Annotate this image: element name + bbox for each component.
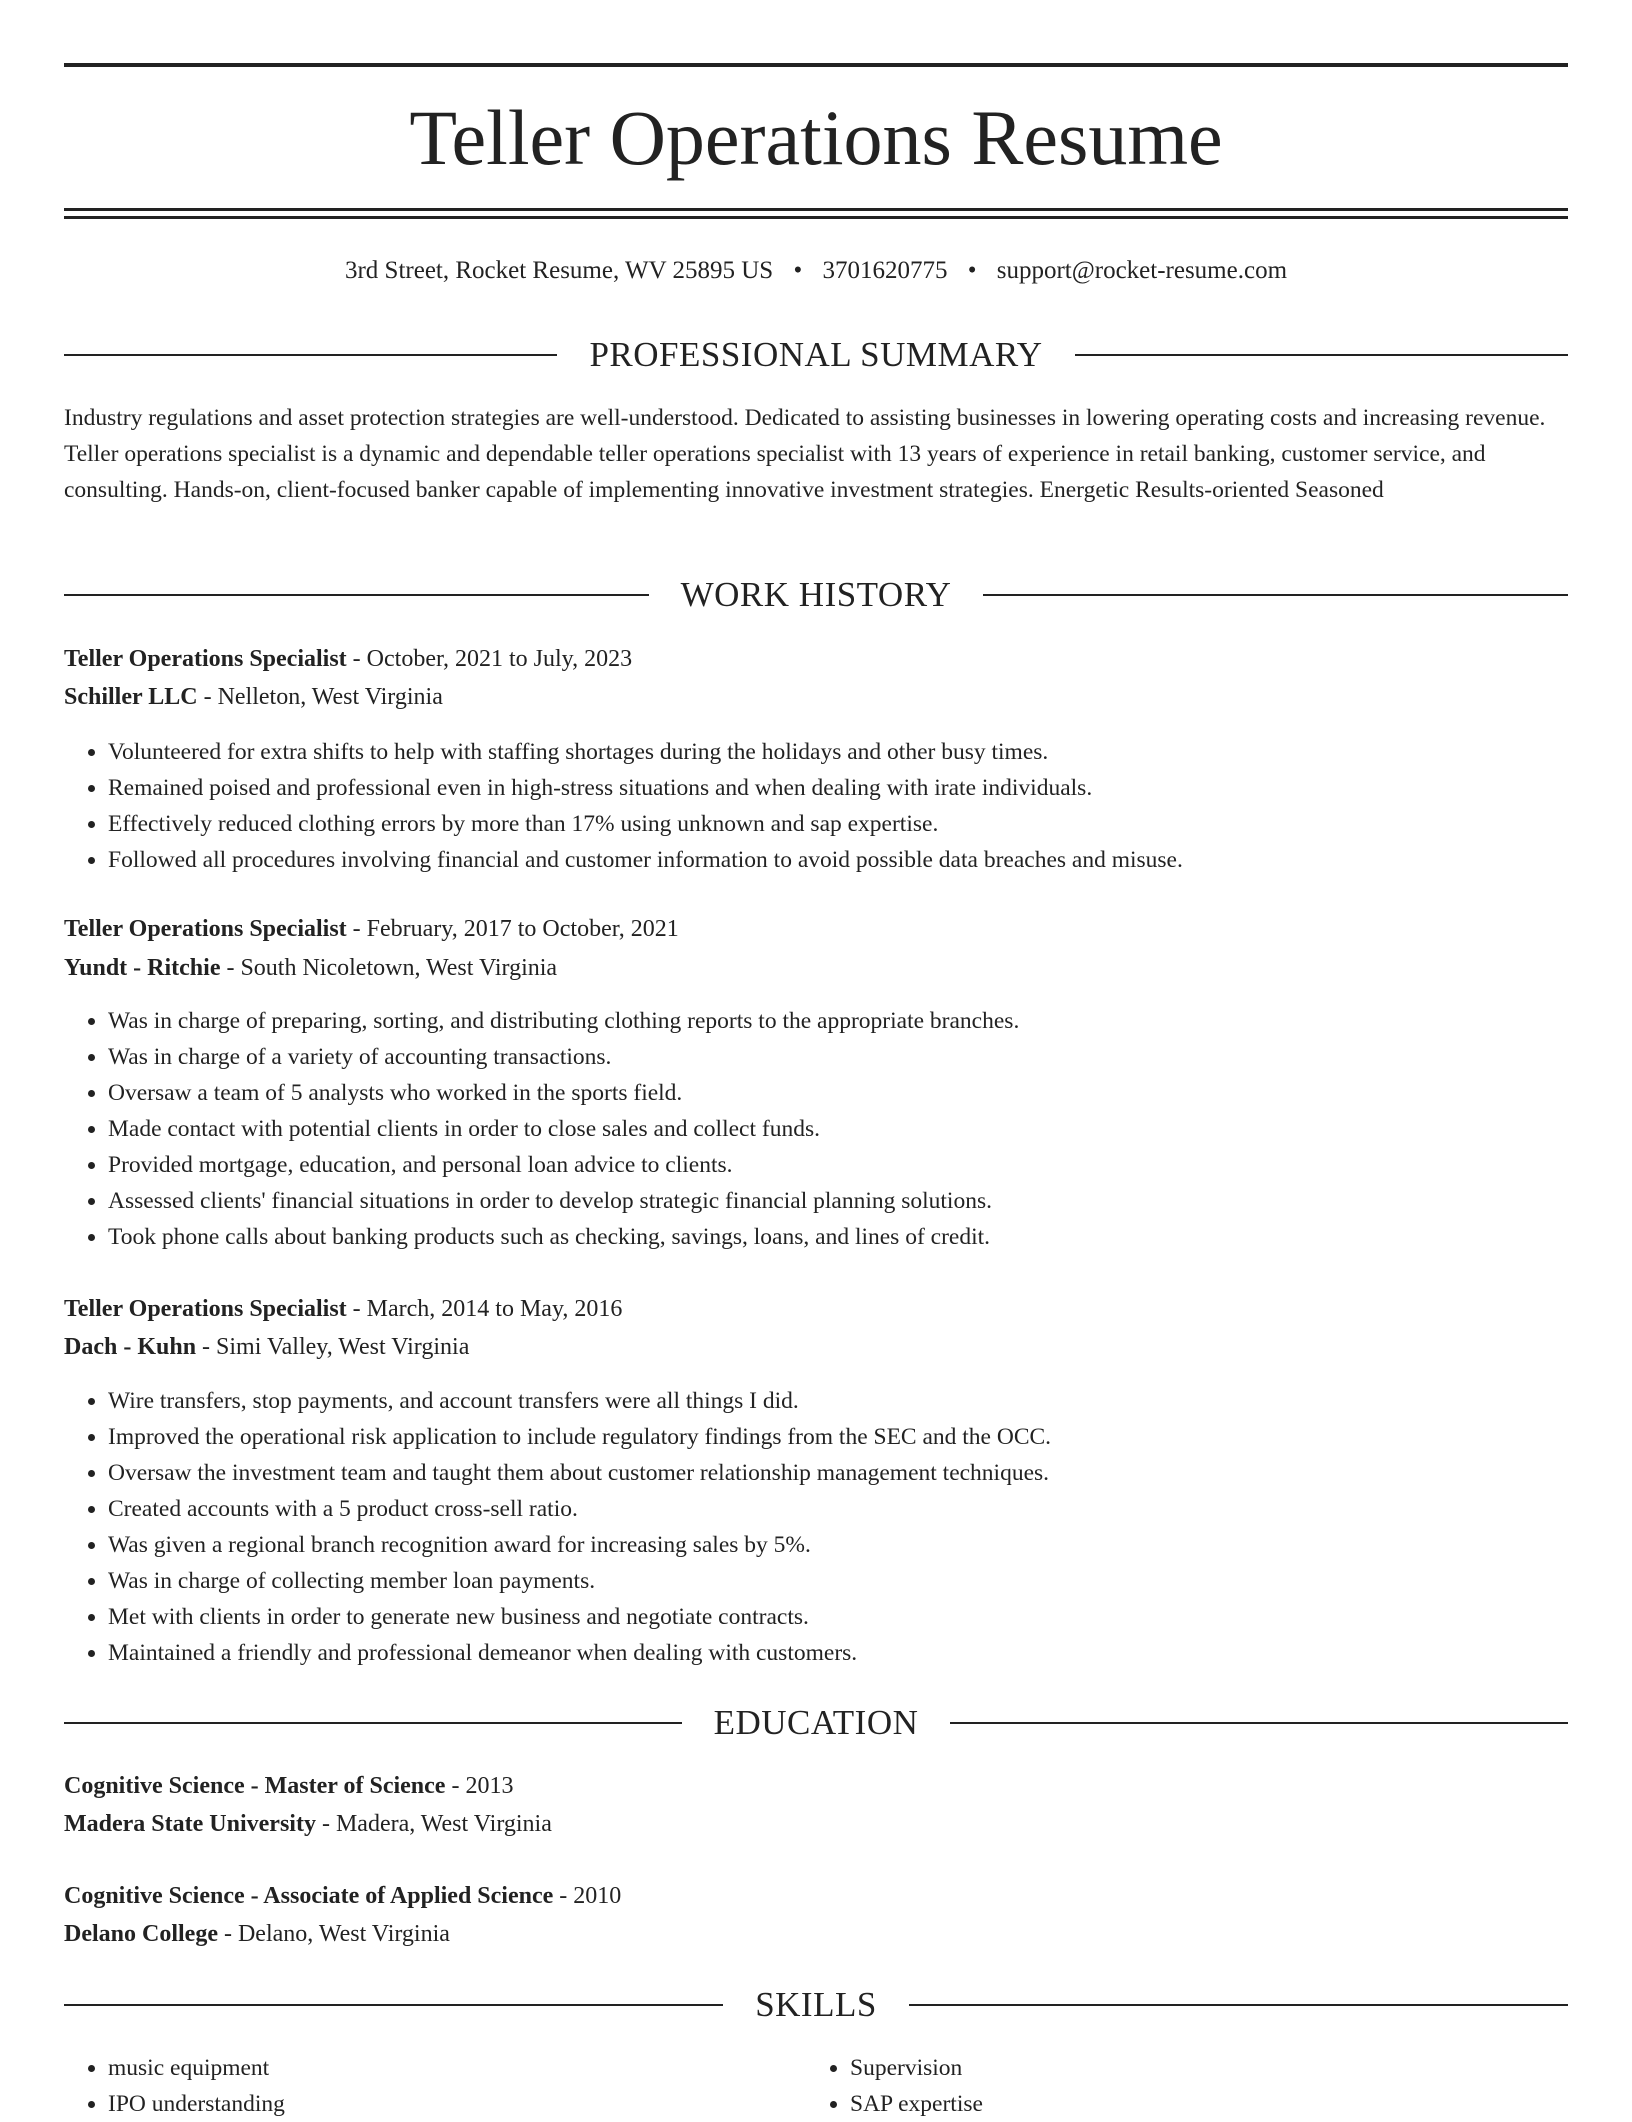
section-rule [1075,354,1568,356]
section-rule [950,1722,1568,1724]
skills-list-right [806,2050,1550,2122]
job-dates: - February, 2017 to October, 2021 [346,916,679,942]
list-item: • Effectively reduced clothing errors by more than 17% using unknown and sap expertise. [108,806,1568,842]
job-company-line [64,679,1568,715]
section-rule [983,594,1568,596]
job-company: Dach - Kuhn [64,1334,197,1360]
section-header-skills [64,1985,1568,2025]
header-top-rule [64,63,1568,67]
skills-list-left [64,2050,808,2122]
job-bullets [64,1383,1568,1671]
list-item: • Was in charge of a variety of accounting transactions. [108,1039,1568,1075]
section-title: EDUCATION [713,1703,919,1742]
skill-item: • SAP expertise [850,2086,1550,2122]
list-item: • Made contact with potential clients in order to close sales and collect funds. [108,1111,1568,1147]
section-rule [64,594,649,596]
contact-phone: 3701620775 [822,257,948,284]
education-school-line [64,1806,1568,1842]
header-bottom-rule-2 [64,216,1568,219]
resume-title: Teller Operations Resume [409,94,1223,181]
list-item: • Created accounts with a 5 product cross-sell ratio. [108,1491,1568,1527]
section-header-education [64,1703,1568,1743]
list-item: • Oversaw a team of 5 analysts who worked in the sports field. [108,1075,1568,1111]
section-header-summary [64,335,1568,375]
education-school: Delano College [64,1921,218,1947]
education-degree: Cognitive Science - Master of Science [64,1773,446,1799]
education-location: - Madera, West Virginia [315,1811,552,1837]
contact-separator: • [793,257,803,284]
contact-address: 3rd Street, Rocket Resume, WV 25895 US [344,257,774,284]
list-item: • Maintained a friendly and professional demeanor when dealing with customers. [108,1635,1568,1671]
contact-separator: • [967,257,977,284]
list-item: • Was given a regional branch recognition award for increasing sales by 5%. [108,1527,1568,1563]
list-item: • Wire transfers, stop payments, and account transfers were all things I did. [108,1383,1568,1419]
list-item: • Was in charge of collecting member loan payments. [108,1563,1568,1599]
list-item: • Volunteered for extra shifts to help with staffing shortages during the holidays and other busy times. [108,734,1568,770]
summary-text: Industry regulations and asset protection strategies are well-understood. Dedicated to assisting businesses in lowering operating costs and increasing revenue. Teller operations specialist is a dynamic and dependable teller operations specialist with 13 years of experience in retail banking, customer service, and consulting. Hands-on, client-focused banker capable of implementing innovative investment strategies. Energetic Results-oriented Seasoned [64,405,1546,503]
job-title-line [64,911,1568,947]
education-year: - 2010 [553,1883,622,1909]
list-item: • Assessed clients' financial situations in order to develop strategic financial planning solutions. [108,1183,1568,1219]
job-title-line [64,1291,1568,1327]
job-dates: - March, 2014 to May, 2016 [346,1296,623,1322]
skill-item: • music equipment [108,2050,808,2086]
job-title: Teller Operations Specialist [64,646,347,672]
list-item: • Took phone calls about banking products such as checking, savings, loans, and lines of credit. [108,1219,1568,1255]
job-title: Teller Operations Specialist [64,916,347,942]
list-item: • Provided mortgage, education, and personal loan advice to clients. [108,1147,1568,1183]
job-title-line [64,641,1568,677]
skill-item: • Supervision [850,2050,1550,2086]
header-bottom-rule [64,208,1568,211]
education-degree: Cognitive Science - Associate of Applied Science [64,1883,554,1909]
job-title: Teller Operations Specialist [64,1296,347,1322]
education-school: Madera State University [64,1811,316,1837]
list-item: • Remained poised and professional even in high-stress situations and when dealing with irate individuals. [108,770,1568,806]
job-company: Yundt - Ritchie [64,955,221,981]
job-company-line [64,950,1568,986]
job-dates: - October, 2021 to July, 2023 [346,646,633,672]
section-header-work [64,575,1568,615]
list-item: • Met with clients in order to generate new business and negotiate contracts. [108,1599,1568,1635]
contact-email: support@rocket-resume.com [996,257,1288,284]
section-rule [64,2004,723,2006]
list-item: • Was in charge of preparing, sorting, and distributing clothing reports to the appropriate branches. [108,1003,1568,1039]
job-location: - Nelleton, West Virginia [197,684,443,710]
job-location: - South Nicoletown, West Virginia [220,955,558,981]
section-rule [64,354,557,356]
section-title: WORK HISTORY [680,575,952,614]
section-title: SKILLS [755,1985,877,2024]
list-item: • Oversaw the investment team and taught them about customer relationship management techniques. [108,1455,1568,1491]
education-degree-line [64,1878,1568,1914]
job-bullets [64,1003,1568,1255]
contact-line [64,254,1568,288]
list-item: • Followed all procedures involving financial and customer information to avoid possible data breaches and misuse. [108,842,1568,878]
section-rule [909,2004,1568,2006]
education-location: - Delano, West Virginia [217,1921,450,1947]
section-rule [64,1722,682,1724]
skill-item: • IPO understanding [108,2086,808,2122]
education-degree-line [64,1768,1568,1804]
job-location: - Simi Valley, West Virginia [196,1334,470,1360]
job-bullets [64,734,1568,878]
list-item: • Improved the operational risk application to include regulatory findings from the SEC and the OCC. [108,1419,1568,1455]
education-school-line [64,1916,1568,1952]
education-year: - 2013 [445,1773,514,1799]
job-company-line [64,1329,1568,1365]
job-company: Schiller LLC [64,684,198,710]
section-title: PROFESSIONAL SUMMARY [589,335,1043,374]
